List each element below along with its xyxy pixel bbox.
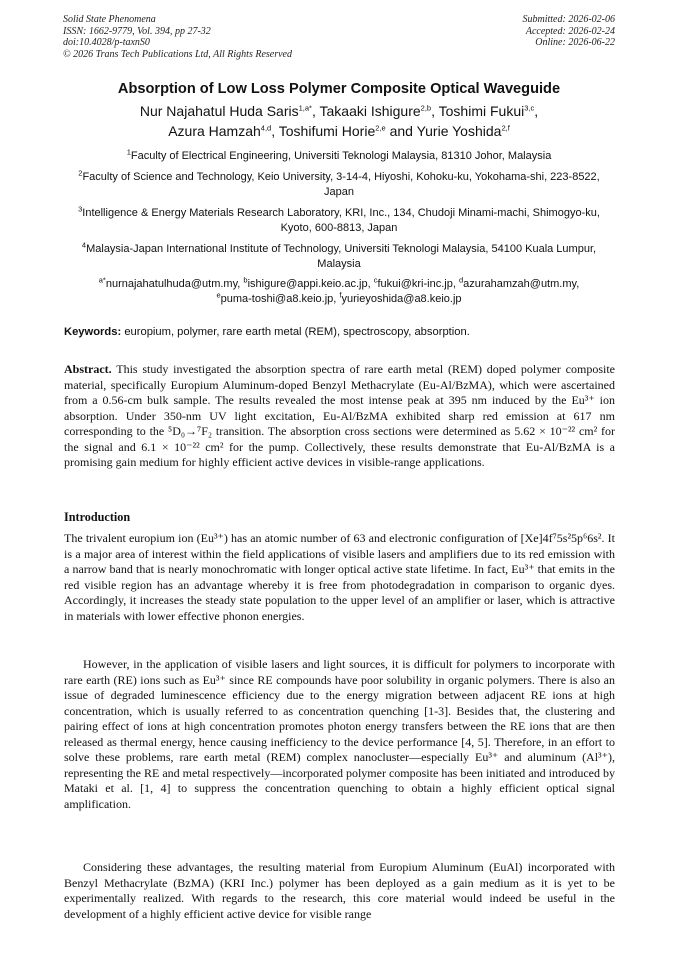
- email-mark: e: [216, 290, 221, 300]
- accepted-date: Accepted: 2026-02-24: [525, 25, 615, 37]
- affiliation-text: Faculty of Science and Technology, Keio University, 3-14-4, Hiyoshi, Kohoku-ku, Yokohama-shi, 223-8522, Japan: [82, 171, 600, 199]
- author-name: Toshimi Fukui: [438, 103, 525, 119]
- author-separator: ,: [271, 123, 279, 139]
- author-separator: ,: [311, 103, 320, 119]
- introduction-paragraph-1: The trivalent europium ion (Eu³⁺) has an atomic number of 63 and electronic configuration of [Xe]4f⁷5s²5p⁶6s². It is a major area of interest within the field applications of visible lasers and amplifiers due to its red emission with a narrow band that is nearly monochromatic with longer optical active state lifetime. In fact, Eu³⁺ that emits in the red visible region has an advantage whereby it is free from photodegradation in comparison to organic dyes. Accordingly, it increases the steady state population to the upper level of an amplifier or laser, which is attractive in materials with lower effective phonon energies.: [64, 531, 615, 623]
- email-mark: c: [373, 275, 378, 285]
- author-separator: ,: [431, 103, 439, 119]
- author-affil-mark: 4,d: [260, 123, 272, 133]
- affiliation-number: 1: [126, 147, 131, 157]
- author-affil-mark: 2,e: [375, 123, 386, 133]
- author-name: Nur Najahatul Huda Saris: [139, 103, 299, 119]
- affiliation-3: [64, 206, 614, 237]
- affiliation-1: [64, 149, 614, 164]
- affiliation-4: [64, 242, 614, 273]
- affiliation-number: 2: [78, 168, 83, 178]
- keywords-label: Keywords:: [64, 326, 122, 338]
- keywords-text: europium, polymer, rare earth metal (REM), spectroscopy, absorption.: [124, 326, 470, 338]
- email-link[interactable]: nurnajahatulhuda@utm.my: [105, 278, 238, 290]
- email-link[interactable]: puma-toshi@a8.keio.jp: [220, 293, 334, 306]
- email-link[interactable]: ishigure@appi.keio.ac.jp: [247, 278, 368, 290]
- email-mark: f: [339, 290, 342, 300]
- paper-title: Absorption of Low Loss Polymer Composite Optical Waveguide: [117, 81, 561, 97]
- author-name: Yurie Yoshida: [416, 123, 502, 139]
- author-list: [60, 101, 618, 141]
- affiliation-text: Faculty of Electrical Engineering, Universiti Teknologi Malaysia, 81310 Johor, Malaysia: [130, 150, 552, 162]
- author-affil-mark: 2,f: [501, 123, 510, 133]
- submitted-date: Submitted: 2026-02-06: [522, 14, 615, 25]
- author-affil-mark: 3,c: [524, 103, 535, 113]
- affiliation-number: 3: [78, 204, 83, 214]
- affiliation-text: Malaysia-Japan International Institute of Technology, Universiti Teknologi Malaysia, 54100 Kuala Lumpur, Malaysia: [86, 243, 597, 271]
- email-mark: b: [243, 275, 248, 285]
- author-name: Takaaki Ishigure: [319, 103, 421, 119]
- email-link[interactable]: azurahamzah@utm.my: [463, 278, 577, 290]
- author-and: and: [385, 123, 417, 139]
- author-affil-mark: 2,b: [420, 103, 432, 113]
- email-link[interactable]: yurieyoshida@a8.keio.jp: [341, 293, 462, 306]
- abstract-label: Abstract.: [64, 362, 112, 376]
- introduction-heading: Introduction: [64, 510, 131, 524]
- email-mark: d: [458, 275, 464, 285]
- abstract-text: This study investigated the absorption spectra of rare earth metal (REM) doped polymer composite material, specifically Europium Aluminum-doped Benzyl Methacrylate (Eu-Al/BzMA), which were ascertained from a 0.56-cm bulk sample. The results revealed the most intense peak at 395 nm induced by the Eu³⁺ ion absorption. Under 350-nm UV light excitation, Eu-Al/BzMA exhibited sharp red emission at 617 nm corresponding to the ⁵D₀→⁷F₂ transition. The absorption cross sections were determined as 5.62 × 10⁻²² cm² for the signal and 6.1 × 10⁻²² cm² for the pump. Collectively, these results demonstrate that Eu-Al/BzMA is a promising gain medium for highly efficient active devices in visible-range applications.: [64, 362, 615, 469]
- journal-copyright: © 2026 Trans Tech Publications Ltd, All Rights Reserved: [63, 48, 292, 60]
- online-date: Online: 2026-06-22: [535, 37, 615, 48]
- author-name: Toshifumi Horie: [278, 123, 376, 139]
- journal-issn: ISSN: 1662-9779, Vol. 394, pp 27-32: [63, 25, 211, 37]
- affiliation-2: [64, 170, 614, 201]
- introduction-paragraph-3: Considering these advantages, the resulting material from Europium Aluminum (EuAl) incorporated with Benzyl Methacrylate (BzMA) (KRI Inc.) polymer has been deployed as a gain medium as it is yet to be experimentally realized. With regards to the research, this core material would indeed be useful in the development of a highly efficient active device for visible range: [64, 860, 615, 921]
- email-link[interactable]: fukui@kri-inc.jp: [377, 278, 453, 290]
- introduction-paragraph-2: However, in the application of visible lasers and light sources, it is difficult for polymers to incorporate with rare earth (RE) ions such as Eu³⁺ since RE compounds have poor solubility in organic polymers. There is also an issue of degraded luminescence efficiency due to the energy migration between adjacent RE ions at high concentration, which is usually referred to as concentration quenching [1-3]. Besides that, the clustering and pairing effect of ions at high concentration promotes photon energy transfers between the RE ions that are then released as thermal energy, hence causing inefficiency to the device performance [4, 5]. Therefore, in an effort to solve these problems, rare earth metal (REM) complex nanocluster—especially Eu³⁺ and aluminum (Al³⁺), representing the RE and metal respectively—incorporated polymer composite has been initiated and introduced by Mataki et al. [1, 4] to suppress the concentration quenching to obtain a highly efficient optical signal amplification.: [64, 657, 615, 811]
- journal-header-left: [63, 14, 292, 60]
- affiliation-number: 4: [81, 240, 87, 250]
- email-mark: a*: [98, 275, 106, 285]
- author-name: Azura Hamzah: [168, 123, 261, 139]
- keywords-line: [64, 326, 614, 338]
- abstract-paragraph: [64, 362, 615, 471]
- journal-header-right: [523, 14, 616, 49]
- author-affil-mark: 1,a*: [298, 103, 312, 113]
- author-emails: $^{a*}$nurnajahatulhuda@utm.my, $^b$ishigure@appi.keio.ac.jp, $^c$fukui@kri-inc.jp, $^d$azurahamzah@utm.my, $^e$puma-toshi@a8.keio.jp, $^f$yurieyoshida@a8.keio.jp: [98, 275, 580, 306]
- author-separator: ,: [534, 103, 539, 119]
- affiliation-text: Intelligence & Energy Materials Research Laboratory, KRI, Inc., 134, Chudoji Minami-machi, Shimogyo-ku, Kyoto, 600-8813, Japan: [82, 207, 600, 235]
- journal-doi: doi:10.4028/p-taxnS0: [63, 37, 150, 48]
- journal-name: Solid State Phenomena: [63, 14, 156, 25]
